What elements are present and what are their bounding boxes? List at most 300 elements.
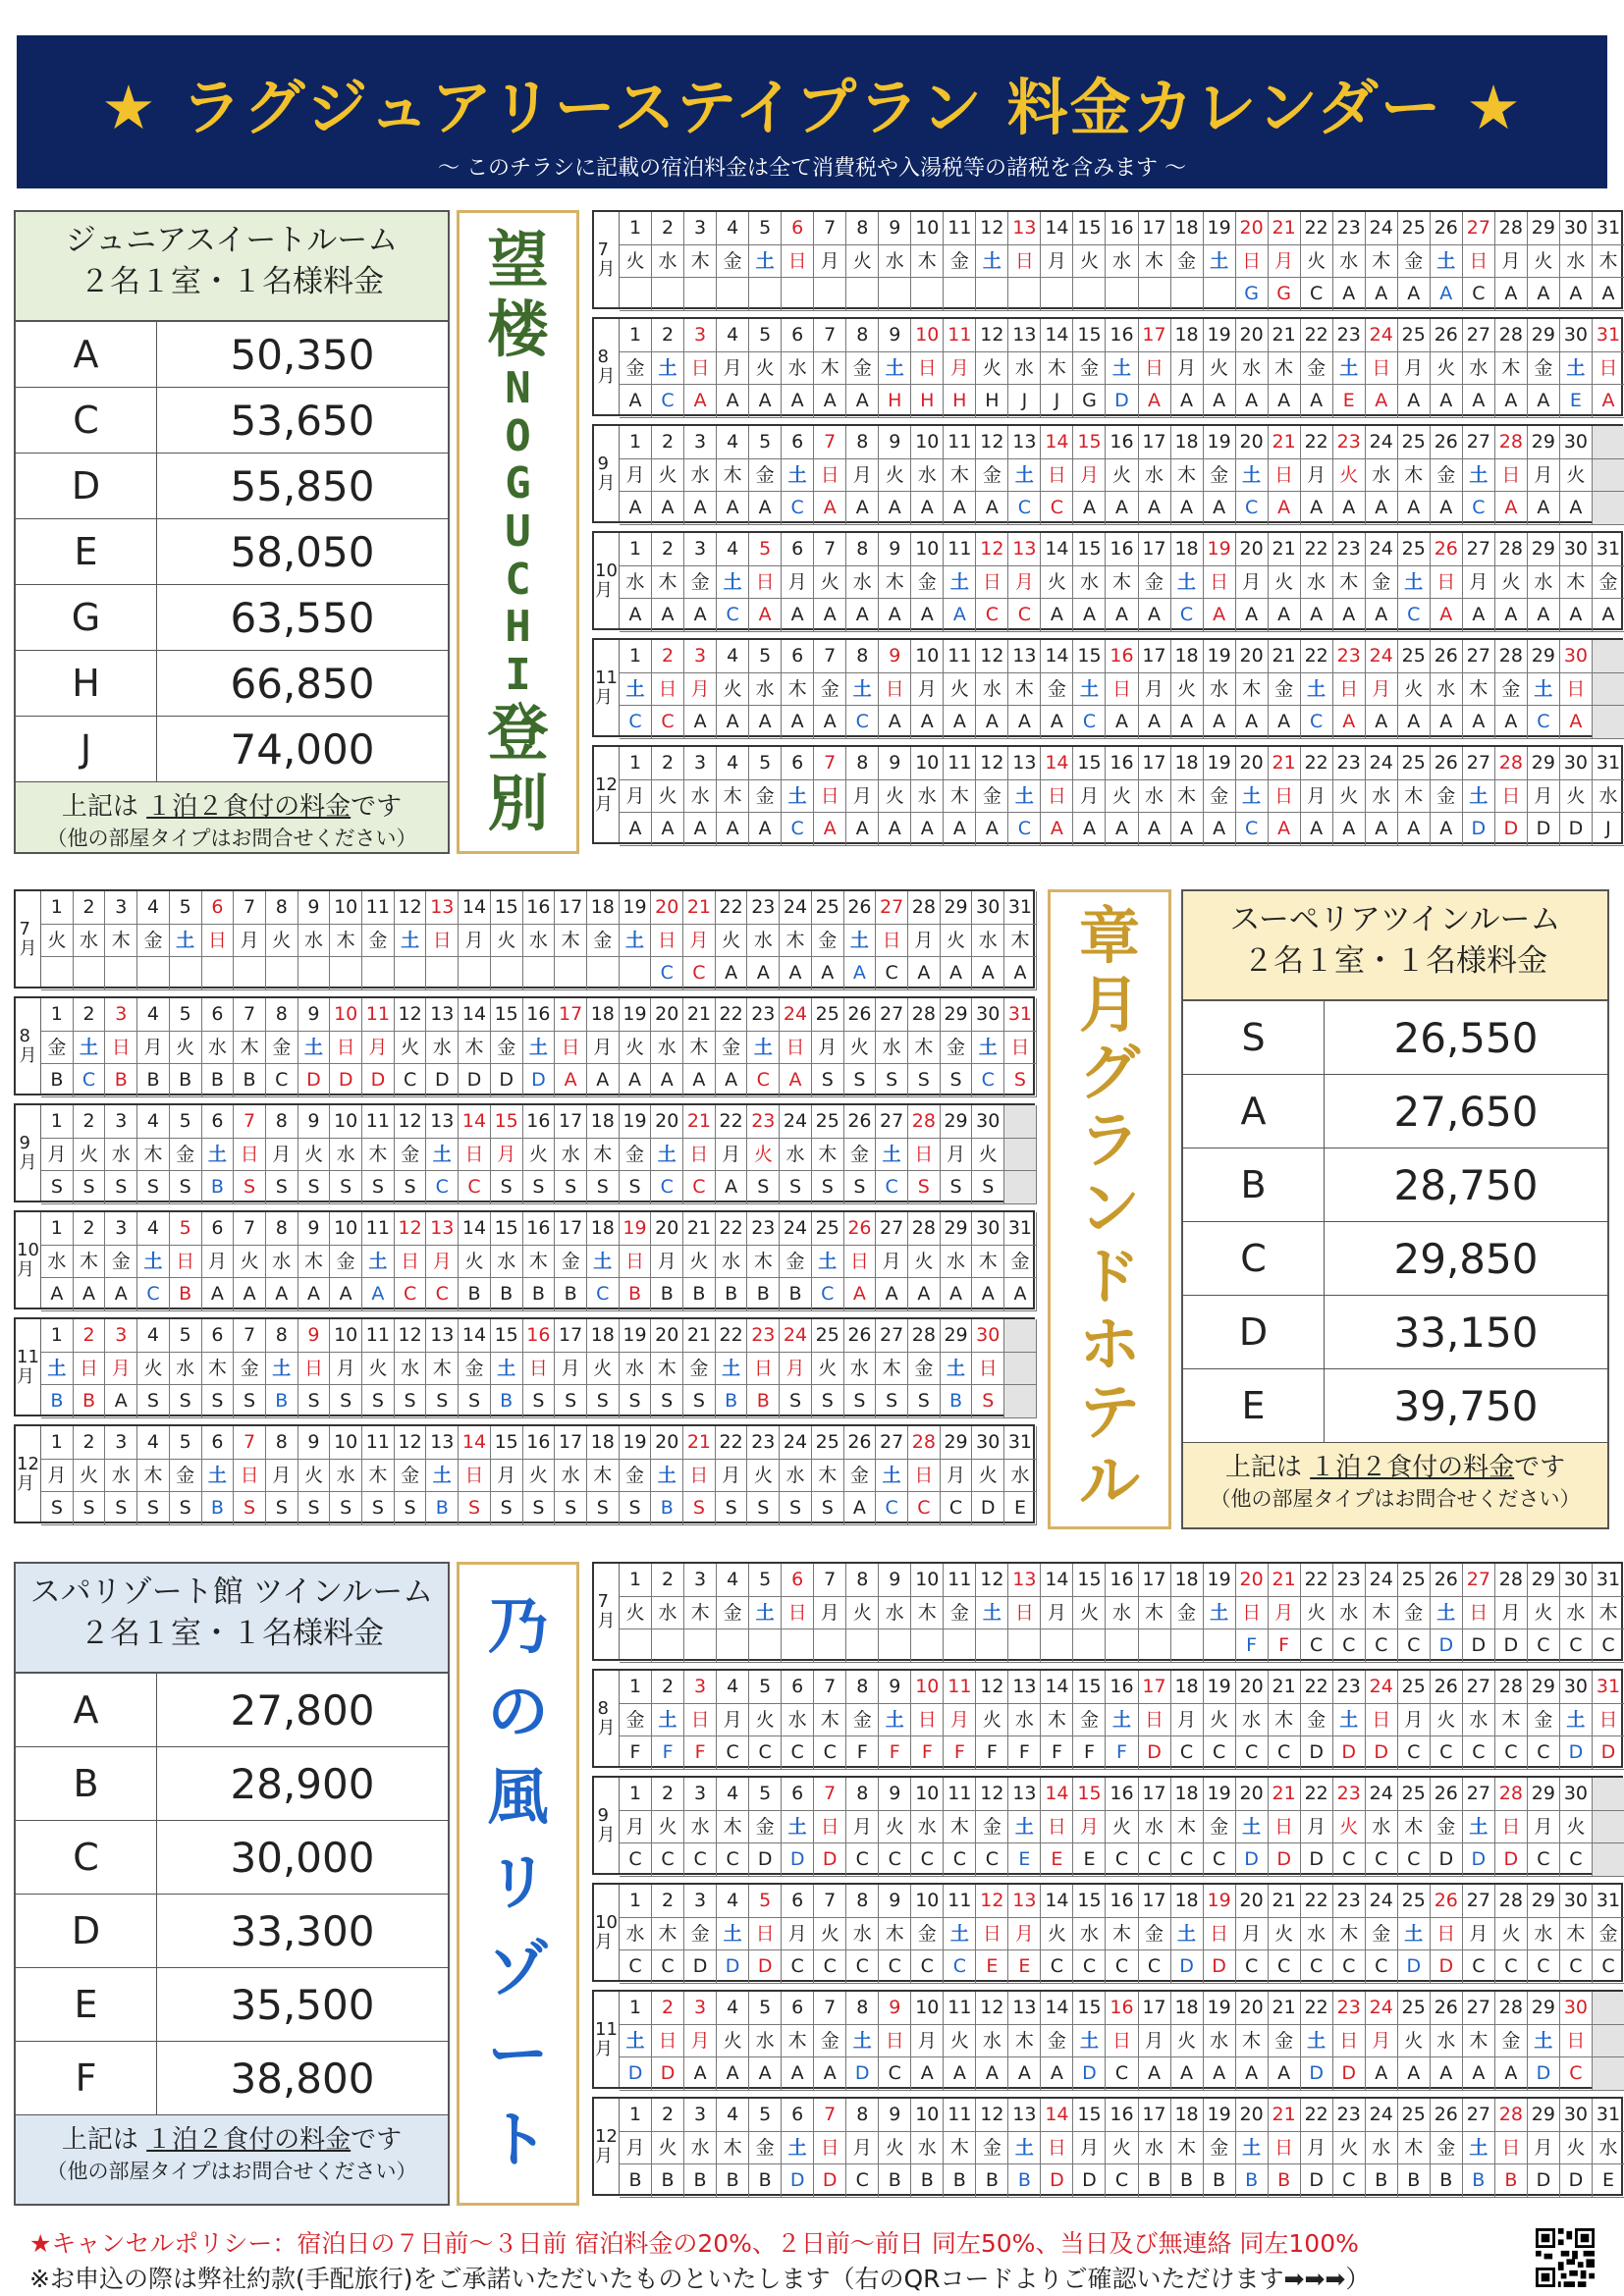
calendar-weekday: 日 bbox=[1495, 1811, 1528, 1844]
calendar-day: 30 bbox=[1560, 747, 1593, 780]
calendar-weekday: 金 bbox=[555, 1246, 587, 1279]
qr-code-icon[interactable] bbox=[1536, 2228, 1595, 2287]
rate-price: 53,650 bbox=[230, 397, 375, 445]
calendar-weekday: 水 bbox=[684, 1811, 717, 1844]
month-label: 11 月 bbox=[16, 1319, 41, 1415]
calendar-weekday: 土 bbox=[747, 1032, 780, 1065]
calendar-day: 23 bbox=[1333, 533, 1366, 566]
calendar-rate-code bbox=[1171, 278, 1204, 311]
page-title: ★ ラグジュアリーステイプラン 料金カレンダー ★ bbox=[101, 72, 1523, 143]
calendar-weekday: 火 bbox=[1301, 245, 1333, 279]
calendar-weekday: 水 bbox=[170, 1353, 202, 1386]
calendar-day: 9 bbox=[298, 1426, 331, 1460]
calendar-weekday: 火 bbox=[814, 566, 846, 600]
calendar-day: 30 bbox=[972, 1319, 1004, 1353]
calendar-weekday: 土 bbox=[1333, 1704, 1366, 1737]
hotel-name-char: U bbox=[505, 507, 531, 557]
calendar-day: 4 bbox=[137, 1105, 170, 1139]
calendar-day: 26 bbox=[1431, 319, 1463, 352]
calendar-rate-code: A bbox=[684, 492, 717, 525]
calendar-weekday: 木 bbox=[1041, 352, 1073, 386]
calendar-rate-code: A bbox=[879, 706, 911, 739]
calendar-rate-code: D bbox=[1528, 813, 1560, 846]
calendar-weekday: 月 bbox=[814, 1597, 846, 1630]
calendar-rate-code: C bbox=[1398, 1629, 1431, 1663]
calendar-day: 30 bbox=[972, 998, 1004, 1032]
calendar-day: 9 bbox=[879, 1885, 911, 1918]
calendar-rate-code bbox=[170, 957, 202, 990]
calendar-rate-code: B bbox=[1269, 2164, 1301, 2198]
calendar-rate-code: S bbox=[74, 1492, 106, 1525]
calendar-rate-code: C bbox=[683, 1171, 716, 1204]
calendar-weekday: 水 bbox=[749, 2025, 782, 2058]
calendar-rate-code: S bbox=[266, 1492, 298, 1525]
calendar-weekday: 火 bbox=[812, 1353, 844, 1386]
calendar-rate-code: C bbox=[911, 1950, 944, 1984]
rate-row bbox=[16, 519, 448, 585]
calendar-weekday: 日 bbox=[1269, 780, 1301, 814]
rate-price: 29,850 bbox=[1393, 1235, 1539, 1283]
calendar-code-row bbox=[620, 2057, 1621, 2091]
calendar-weekday: 火 bbox=[1333, 2132, 1366, 2165]
rate-price: 39,750 bbox=[1393, 1382, 1539, 1430]
calendar-weekday: 土 bbox=[620, 925, 652, 958]
calendar-weekday: 火 bbox=[298, 1460, 331, 1493]
calendar-weekday: 木 bbox=[1139, 1597, 1171, 1630]
calendar-day: 9 bbox=[879, 533, 911, 566]
calendar-rate-code: B bbox=[1463, 2164, 1495, 2198]
calendar-day: 2 bbox=[652, 747, 684, 780]
calendar-day: 11 bbox=[944, 426, 976, 459]
calendar-rate-code: A bbox=[1236, 2057, 1269, 2091]
calendar-month bbox=[592, 1776, 1623, 1875]
calendar-day: 23 bbox=[747, 1426, 780, 1460]
calendar-day: 9 bbox=[879, 426, 911, 459]
calendar-day: 9 bbox=[298, 1212, 331, 1246]
calendar-weekday: 火 bbox=[976, 352, 1008, 386]
rate-code: D bbox=[16, 1895, 157, 1967]
calendar-day: 7 bbox=[814, 212, 846, 245]
calendar-rate-code: A bbox=[1333, 492, 1366, 525]
calendar-rate-code: B bbox=[41, 1064, 74, 1097]
calendar-rate-code: A bbox=[652, 599, 684, 632]
hotel-name-char: の bbox=[487, 1676, 549, 1748]
calendar-weekday: 火 bbox=[879, 780, 911, 814]
calendar-weekday: 日 bbox=[976, 1918, 1008, 1951]
calendar-weekday: 水 bbox=[684, 780, 717, 814]
calendar-weekday: 火 bbox=[908, 1246, 941, 1279]
calendar-weekday: 木 bbox=[812, 1139, 844, 1172]
calendar-rate-code: F bbox=[1269, 1629, 1301, 1663]
calendar-day: 23 bbox=[1333, 1778, 1366, 1811]
calendar-weekday: 水 bbox=[1366, 780, 1398, 814]
calendar-day: 19 bbox=[1204, 1885, 1236, 1918]
calendar-rate-code: D bbox=[1139, 1736, 1171, 1770]
calendar-weekday: 金 bbox=[266, 1032, 298, 1065]
calendar-day: 16 bbox=[523, 1426, 556, 1460]
calendar-day: 10 bbox=[911, 640, 944, 673]
rate-code: B bbox=[16, 1747, 157, 1820]
calendar-rate-code: A bbox=[362, 1278, 395, 1311]
calendar-rate-code: S bbox=[747, 1171, 780, 1204]
calendar-rate-code: C bbox=[1073, 1950, 1106, 1984]
calendar-weekday: 金 bbox=[1204, 1811, 1236, 1844]
calendar-day: 23 bbox=[747, 998, 780, 1032]
calendar-weekday: 木 bbox=[1495, 1704, 1528, 1737]
calendar-weekday: 水 bbox=[555, 1139, 587, 1172]
calendar-rate-code: S bbox=[330, 1171, 362, 1204]
calendar-rate-code: A bbox=[298, 1278, 331, 1311]
calendar-weekday: 日 bbox=[747, 1353, 780, 1386]
calendar-rate-code: C bbox=[1106, 1950, 1138, 1984]
calendar-weekday: 火 bbox=[523, 1139, 556, 1172]
calendar-weekday: 水 bbox=[1073, 566, 1106, 600]
calendar-weekday: 木 bbox=[652, 1918, 684, 1951]
calendar-weekday: 日 bbox=[298, 1353, 331, 1386]
calendar-weekday: 水 bbox=[911, 1811, 944, 1844]
calendar-weekday: 土 bbox=[1204, 1597, 1236, 1630]
calendar-rate-code: A bbox=[651, 1064, 683, 1097]
calendar-day: 28 bbox=[1495, 2099, 1528, 2132]
calendar-day: 4 bbox=[717, 2099, 749, 2132]
calendar-day: 9 bbox=[879, 1778, 911, 1811]
calendar-empty-cell bbox=[1004, 1385, 1037, 1418]
calendar-rate-code: S bbox=[234, 1385, 266, 1418]
calendar-weekday: 金 bbox=[1204, 2132, 1236, 2165]
calendar-weekday: 火 bbox=[944, 2025, 976, 2058]
calendar-rate-code: C bbox=[1204, 1736, 1236, 1770]
calendar-rate-code: A bbox=[684, 706, 717, 739]
calendar-weekday: 土 bbox=[266, 1353, 298, 1386]
calendar-rate-code: C bbox=[1171, 599, 1204, 632]
calendar-day: 13 bbox=[1008, 1778, 1041, 1811]
calendar-rate-code: E bbox=[1008, 1950, 1041, 1984]
calendar-weekday: 木 bbox=[555, 925, 587, 958]
calendar-weekday: 木 bbox=[1593, 1597, 1624, 1630]
calendar-rate-code: A bbox=[782, 706, 814, 739]
calendar-weekday: 水 bbox=[1204, 2025, 1236, 2058]
calendar-rate-code: C bbox=[879, 1950, 911, 1984]
calendar-rate-code: C bbox=[1269, 1950, 1301, 1984]
month-label: 10 月 bbox=[594, 1885, 620, 1980]
calendar-rate-code: A bbox=[846, 813, 879, 846]
calendar-day: 17 bbox=[555, 1426, 587, 1460]
calendar-day: 5 bbox=[749, 640, 782, 673]
calendar-weekday: 月 bbox=[1366, 2025, 1398, 2058]
calendar-weekday: 月 bbox=[1495, 1597, 1528, 1630]
calendar-weekday: 火 bbox=[976, 1704, 1008, 1737]
calendar-weekday: 火 bbox=[1073, 245, 1106, 279]
calendar-weekday: 日 bbox=[170, 1246, 202, 1279]
calendar-day: 14 bbox=[1041, 640, 1073, 673]
calendar-day: 30 bbox=[1560, 212, 1593, 245]
calendar-day: 13 bbox=[1008, 426, 1041, 459]
calendar-dow-row bbox=[620, 352, 1621, 386]
calendar-day: 16 bbox=[523, 1212, 556, 1246]
calendar-rate-code: E bbox=[1073, 1843, 1106, 1877]
calendar-rate-code: A bbox=[1431, 278, 1463, 311]
calendar-day: 15 bbox=[491, 1212, 523, 1246]
rate-row bbox=[1183, 1369, 1607, 1443]
calendar-empty-cell bbox=[1593, 1992, 1624, 2025]
calendar-day: 29 bbox=[1528, 319, 1560, 352]
calendar-weekday: 土 bbox=[1528, 673, 1560, 707]
calendar-weekday: 日 bbox=[652, 2025, 684, 2058]
calendar-day: 14 bbox=[1041, 533, 1073, 566]
calendar-day-row bbox=[620, 533, 1621, 566]
calendar-rate-code: A bbox=[1333, 706, 1366, 739]
calendar-rate-code: A bbox=[652, 492, 684, 525]
calendar-weekday: 月 bbox=[1495, 245, 1528, 279]
calendar-rate-code: A bbox=[1301, 813, 1333, 846]
calendar-rate-code: S bbox=[491, 1171, 523, 1204]
calendar-day: 4 bbox=[717, 1778, 749, 1811]
calendar-day: 30 bbox=[972, 1426, 1004, 1460]
calendar-weekday: 水 bbox=[1139, 2132, 1171, 2165]
calendar-day: 28 bbox=[1495, 1564, 1528, 1597]
calendar-day: 1 bbox=[41, 1105, 74, 1139]
calendar-day: 11 bbox=[362, 891, 395, 925]
calendar-rate-code bbox=[1041, 278, 1073, 311]
calendar-weekday: 金 bbox=[1139, 1918, 1171, 1951]
calendar-day: 9 bbox=[879, 747, 911, 780]
calendar-rate-code: A bbox=[911, 706, 944, 739]
calendar-day: 4 bbox=[717, 747, 749, 780]
month-label: 7 月 bbox=[594, 1564, 620, 1659]
calendar-day: 22 bbox=[716, 891, 748, 925]
calendar-weekday: 金 bbox=[749, 2132, 782, 2165]
calendar-day: 29 bbox=[1528, 426, 1560, 459]
calendar-rate-code: D bbox=[620, 2057, 652, 2091]
calendar-weekday: 金 bbox=[846, 1704, 879, 1737]
calendar-day: 14 bbox=[1041, 319, 1073, 352]
calendar-day: 24 bbox=[1366, 426, 1398, 459]
calendar-rate-code: A bbox=[105, 1385, 137, 1418]
calendar-rate-code: H bbox=[944, 385, 976, 418]
calendar-day: 26 bbox=[844, 1319, 877, 1353]
calendar-rate-code: A bbox=[944, 599, 976, 632]
calendar-rate-code: S bbox=[876, 1064, 908, 1097]
calendar-rate-code: E bbox=[1560, 385, 1593, 418]
calendar-day: 6 bbox=[202, 1426, 235, 1460]
calendar-rate-code: A bbox=[683, 1064, 716, 1097]
calendar-day: 6 bbox=[782, 533, 814, 566]
calendar-rate-code: C bbox=[1236, 492, 1269, 525]
calendar-rate-code: A bbox=[1495, 599, 1528, 632]
hotel-name bbox=[457, 1562, 579, 2206]
calendar-rate-code: A bbox=[1366, 599, 1398, 632]
calendar-weekday: 月 bbox=[812, 1032, 844, 1065]
calendar-dow-row bbox=[620, 1597, 1621, 1630]
rate-code: E bbox=[1183, 1369, 1325, 1442]
calendar-day: 9 bbox=[298, 1319, 331, 1353]
calendar-rate-code: S bbox=[170, 1385, 202, 1418]
calendar-rate-code: A bbox=[620, 599, 652, 632]
calendar-weekday: 水 bbox=[876, 1032, 908, 1065]
calendar-day: 3 bbox=[105, 1212, 137, 1246]
rate-price: 55,850 bbox=[230, 462, 375, 510]
calendar-day: 10 bbox=[330, 1319, 362, 1353]
calendar-weekday: 日 bbox=[908, 1139, 941, 1172]
calendar-rate-code: B bbox=[651, 1492, 683, 1525]
calendar-weekday: 日 bbox=[1269, 1811, 1301, 1844]
calendar-day: 25 bbox=[1398, 1778, 1431, 1811]
calendar-day: 2 bbox=[652, 1778, 684, 1811]
calendar-weekday: 火 bbox=[74, 1139, 106, 1172]
calendar-rate-code: A bbox=[976, 2057, 1008, 2091]
calendar-weekday: 水 bbox=[620, 1918, 652, 1951]
rate-price: 27,800 bbox=[230, 1686, 375, 1735]
calendar-day: 22 bbox=[1301, 1564, 1333, 1597]
calendar-day: 13 bbox=[1008, 1671, 1041, 1704]
room-type-name: スーペリアツインルーム bbox=[1229, 902, 1561, 937]
calendar-day: 4 bbox=[717, 1885, 749, 1918]
rate-code: D bbox=[16, 454, 157, 518]
calendar-day: 16 bbox=[1106, 212, 1138, 245]
calendar-rate-code: A bbox=[812, 957, 844, 990]
calendar-day: 25 bbox=[1398, 2099, 1431, 2132]
calendar-rate-code: S bbox=[844, 1385, 877, 1418]
calendar-day: 6 bbox=[782, 640, 814, 673]
calendar-day: 8 bbox=[266, 1212, 298, 1246]
calendar-day: 11 bbox=[944, 1778, 976, 1811]
calendar-weekday: 月 bbox=[1301, 780, 1333, 814]
calendar-weekday: 水 bbox=[395, 1353, 427, 1386]
calendar-weekday: 木 bbox=[362, 1139, 395, 1172]
calendar-weekday: 水 bbox=[105, 1460, 137, 1493]
calendar-weekday: 金 bbox=[976, 1811, 1008, 1844]
calendar-day-row bbox=[620, 319, 1621, 352]
calendar-code-row bbox=[41, 1171, 1033, 1204]
calendar-weekday: 日 bbox=[1204, 1918, 1236, 1951]
calendar-weekday: 水 bbox=[846, 1918, 879, 1951]
calendar-weekday: 月 bbox=[1269, 1597, 1301, 1630]
calendar-weekday: 月 bbox=[491, 1460, 523, 1493]
calendar-weekday: 月 bbox=[1139, 2025, 1171, 2058]
cancel-policy: ★キャンセルポリシー：宿泊日の７日前～３日前 宿泊料金の20%、２日前～前日 同左50%、当日及び無連絡 同左100% bbox=[29, 2229, 1359, 2258]
rate-code: C bbox=[1183, 1222, 1325, 1295]
calendar-rate-code: A bbox=[1269, 492, 1301, 525]
calendar-weekday: 土 bbox=[876, 1139, 908, 1172]
calendar-rate-code: C bbox=[876, 1171, 908, 1204]
calendar-day: 30 bbox=[972, 891, 1004, 925]
calendar-code-row bbox=[620, 492, 1621, 525]
calendar-rate-code: A bbox=[1236, 385, 1269, 418]
calendar-weekday: 日 bbox=[459, 1460, 491, 1493]
calendar-weekday: 金 bbox=[587, 925, 620, 958]
calendar-weekday: 木 bbox=[684, 245, 717, 279]
calendar-rate-code: S bbox=[555, 1171, 587, 1204]
calendar-day: 29 bbox=[1528, 1778, 1560, 1811]
calendar-weekday: 月 bbox=[814, 245, 846, 279]
calendar-month bbox=[592, 210, 1623, 309]
calendar-rate-code: A bbox=[749, 599, 782, 632]
calendar-code-row bbox=[41, 1385, 1033, 1418]
calendar-rate-code bbox=[652, 278, 684, 311]
calendar-day: 26 bbox=[844, 1212, 877, 1246]
calendar-weekday: 土 bbox=[1560, 1704, 1593, 1737]
calendar-weekday: 土 bbox=[1008, 459, 1041, 493]
calendar-rate-code bbox=[491, 957, 523, 990]
calendar-day: 15 bbox=[491, 1426, 523, 1460]
calendar-day: 16 bbox=[523, 998, 556, 1032]
calendar-weekday: 金 bbox=[780, 1246, 812, 1279]
calendar-day: 28 bbox=[1495, 747, 1528, 780]
calendar-rate-code bbox=[1106, 278, 1138, 311]
note-suffix: です bbox=[351, 2125, 403, 2155]
calendar-rate-code: A bbox=[782, 599, 814, 632]
calendar-rate-code: C bbox=[1041, 492, 1073, 525]
calendar-weekday: 金 bbox=[459, 1353, 491, 1386]
calendar-day: 17 bbox=[1139, 747, 1171, 780]
calendar-day: 22 bbox=[716, 1319, 748, 1353]
calendar-rate-code: A bbox=[41, 1278, 74, 1311]
calendar-empty-cell bbox=[1004, 1139, 1037, 1172]
calendar-weekday: 火 bbox=[1528, 1597, 1560, 1630]
calendar-rate-code: D bbox=[1301, 2057, 1333, 2091]
calendar-rate-code bbox=[395, 957, 427, 990]
calendar-day: 5 bbox=[749, 2099, 782, 2132]
calendar-weekday: 金 bbox=[620, 1704, 652, 1737]
calendar-rate-code bbox=[814, 1629, 846, 1663]
calendar-rate-code: C bbox=[782, 1736, 814, 1770]
rate-row bbox=[1183, 1075, 1607, 1148]
calendar-weekday: 土 bbox=[1171, 566, 1204, 600]
calendar-day: 18 bbox=[1171, 212, 1204, 245]
calendar-weekday: 土 bbox=[202, 1460, 235, 1493]
calendar-weekday: 木 bbox=[717, 2132, 749, 2165]
calendar-rate-code: S bbox=[330, 1492, 362, 1525]
calendar-day: 21 bbox=[1269, 319, 1301, 352]
calendar-rate-code: D bbox=[1495, 813, 1528, 846]
calendar-dow-row bbox=[620, 1811, 1621, 1844]
calendar-rate-code: S bbox=[234, 1171, 266, 1204]
calendar-weekday: 土 bbox=[1171, 1918, 1204, 1951]
calendar-weekday: 土 bbox=[491, 1353, 523, 1386]
calendar-weekday: 木 bbox=[1171, 780, 1204, 814]
hotel-name-char: 乃 bbox=[487, 1590, 549, 1663]
calendar-day: 5 bbox=[749, 1564, 782, 1597]
month-label: 11 月 bbox=[594, 640, 620, 735]
calendar-day: 29 bbox=[941, 1426, 973, 1460]
calendar-rate-code bbox=[362, 957, 395, 990]
calendar-empty-cell bbox=[1593, 2025, 1624, 2058]
calendar-weekday: 日 bbox=[1041, 2132, 1073, 2165]
calendar-day: 22 bbox=[1301, 533, 1333, 566]
calendar-rate-code: B bbox=[716, 1385, 748, 1418]
calendar-rate-code: D bbox=[1431, 1950, 1463, 1984]
calendar-rate-code: S bbox=[491, 1492, 523, 1525]
calendar-day: 16 bbox=[1106, 319, 1138, 352]
calendar-rate-code bbox=[684, 278, 717, 311]
calendar-weekday: 月 bbox=[911, 2025, 944, 2058]
calendar-day: 8 bbox=[846, 2099, 879, 2132]
calendar-day: 13 bbox=[1008, 1885, 1041, 1918]
calendar-weekday: 月 bbox=[1236, 1918, 1269, 1951]
rate-code: J bbox=[16, 717, 157, 781]
calendar-day: 24 bbox=[1366, 533, 1398, 566]
calendar-rate-code: F bbox=[1236, 1629, 1269, 1663]
calendar-rate-code: B bbox=[879, 2164, 911, 2198]
calendar-weekday: 土 bbox=[1431, 1597, 1463, 1630]
calendar-weekday: 土 bbox=[1301, 2025, 1333, 2058]
calendar-day: 19 bbox=[1204, 533, 1236, 566]
note-prefix: 上記は bbox=[61, 2125, 138, 2155]
calendar-rate-code: B bbox=[426, 1492, 459, 1525]
calendar-day: 6 bbox=[202, 1319, 235, 1353]
hotel-name-char: C bbox=[505, 554, 531, 605]
calendar-rate-code bbox=[523, 957, 556, 990]
